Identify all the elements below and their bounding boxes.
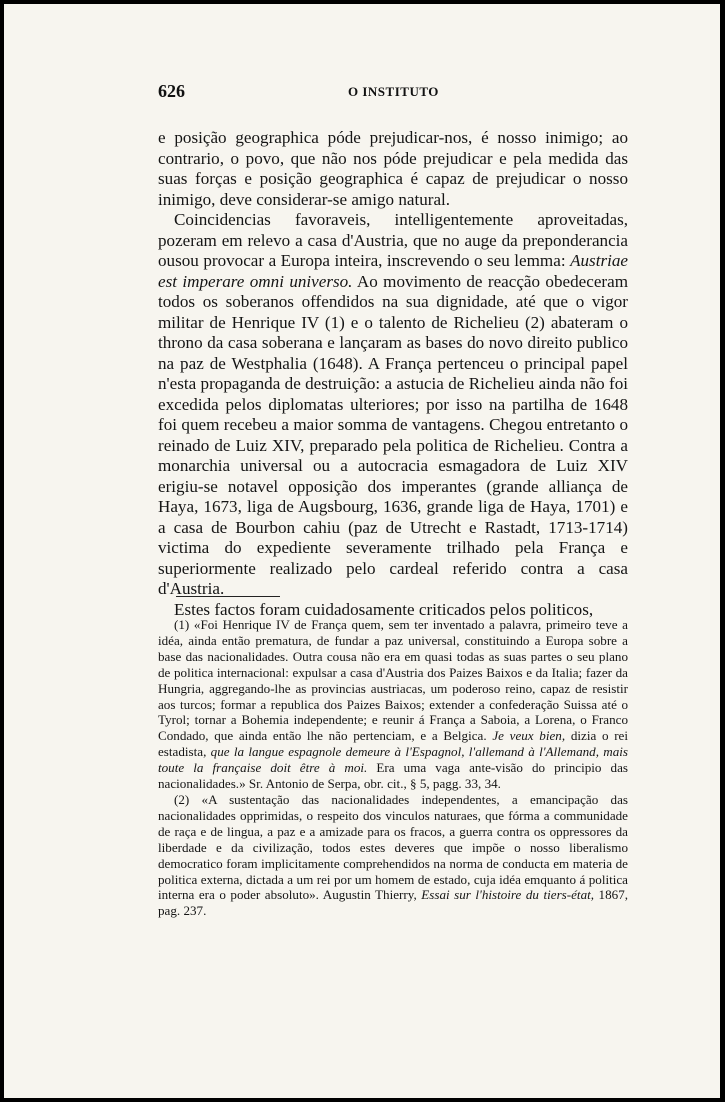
footnote-1-part-c: Era uma vaga ante-visão do principio das nacionalidades.» Sr. Antonio de Serpa, obr. cit., § 5, pagg. 33, 34.	[158, 760, 628, 792]
paragraph-2-part-b: Ao movimento de reacção obedeceram todos os soberanos offendidos na sua dignidade, até que o vigor militar de Henrique IV (1) e o talento de Richelieu (2) abateram o throno da casa soberana e lançaram as bases do novo direito publico na paz de Westphalia (1648). A França pertenceu o principal papel n'esta propaganda de destruição: a astucia de Richelieu ainda não foi excedida pelos diplomatas ulteriores; por isso na partilha de 1648 foi quem recebeu a maior somma de vantagens. Chegou entretanto o reinado de Luiz XIV, preparado pela politica de Richelieu. Contra a monarchia universal ou a autocracia esmagadora de Luiz XIV erigiu-se notavel opposição dos imperantes (grande alliança de Haya, 1673, liga de Augsbourg, 1636, grande liga de Haya, 1701) e a casa de Bourbon cahiu (paz de Utrecht e Rastadt, 1713-1714) victima do expediente severamente trilhado pela França e superiormente realizado pelo cardeal referido contra a casa d'Austria.	[158, 271, 628, 598]
paragraph-1: e posição geographica póde prejudicar-nos, é nosso inimigo; ao contrario, o povo, que não nos póde prejudicar e pela medida das suas forças e posição geographica é capaz de prejudicar o nosso inimigo, deve considerar-se amigo natural.	[158, 128, 628, 209]
footnote-1-quote-1: Je veux bien,	[492, 728, 566, 744]
page-number: 626	[158, 81, 185, 101]
footnotes	[158, 617, 628, 919]
footnote-1-part-b: dizia o rei estadista,	[158, 728, 629, 760]
paragraph-2-part-a: Coincidencias favoraveis, intelligentemente aproveitadas, pozeram em relevo a casa d'Austria, que no auge da preponderancia ousou provocar a Europa inteira, inscrevendo o seu lemma:	[158, 210, 628, 270]
running-title: O INSTITUTO	[348, 84, 439, 99]
paragraph-2	[158, 210, 628, 600]
footnote-2-work-title: Essai sur l'histoire du tiers-état,	[421, 887, 595, 903]
main-text	[158, 128, 628, 620]
paragraph-3: Estes factos foram cuidadosamente criticados pelos politicos,	[174, 599, 594, 619]
page-header	[158, 81, 628, 109]
footnote-2	[158, 792, 628, 919]
latin-motto: Austriae est imperare omni universo.	[158, 251, 628, 291]
footnote-1-part-a: (1) «Foi Henrique IV de França quem, sem ter inventado a palavra, primeiro teve a idéa, ainda então prematura, de fundar a paz universal, constituindo a Europa sobre a base das nacionalidades. Outra cousa não era em quasi todas as suas partes o seu plano de politica internacional: expulsar a casa d'Austria dos Paizes Baixos e da Italia; fazer da Hungria, aggregando-lhe as provincias austriacas, um poderoso reino, capaz de resistir aos turcos; formar a republica dos Paizes Baixos; extender a confederação Suissa até o Tyrol; tornar a Bohemia independente; e reunir á França a Saboia, a Lorena, o Franco Condado, que ainda então lhe não pertenciam, e a Belgica.	[158, 617, 628, 744]
footnote-2-part-a: (2) «A sustentação das nacionalidades independentes, a emancipação das nacionalidades opprimidas, o respeito dos vinculos naturaes, que fórma a communidade de raça e de lingua, a paz e a amizade para os fracos, a guerra contra os oppressores da liberdade e da civilização, todos estes deveres que impõe o nosso liberalismo democratico foram implicitamente comprehendidos na norma de conducta em materia de politica externa, dictada a um rei por um homem de estado, cuja idéa emquanto á politica interna era o poder absoluto». Augustin Thierry,	[158, 791, 628, 903]
footnote-1-quote-2: que la langue espagnole demeure à l'Espagnol, l'allemand à l'Allemand, mais toute la française doit être à moi.	[158, 744, 629, 776]
footnote-separator	[176, 596, 280, 597]
footnote-2-part-b: 1867, pag. 237.	[158, 887, 629, 919]
footnote-1	[158, 617, 628, 792]
